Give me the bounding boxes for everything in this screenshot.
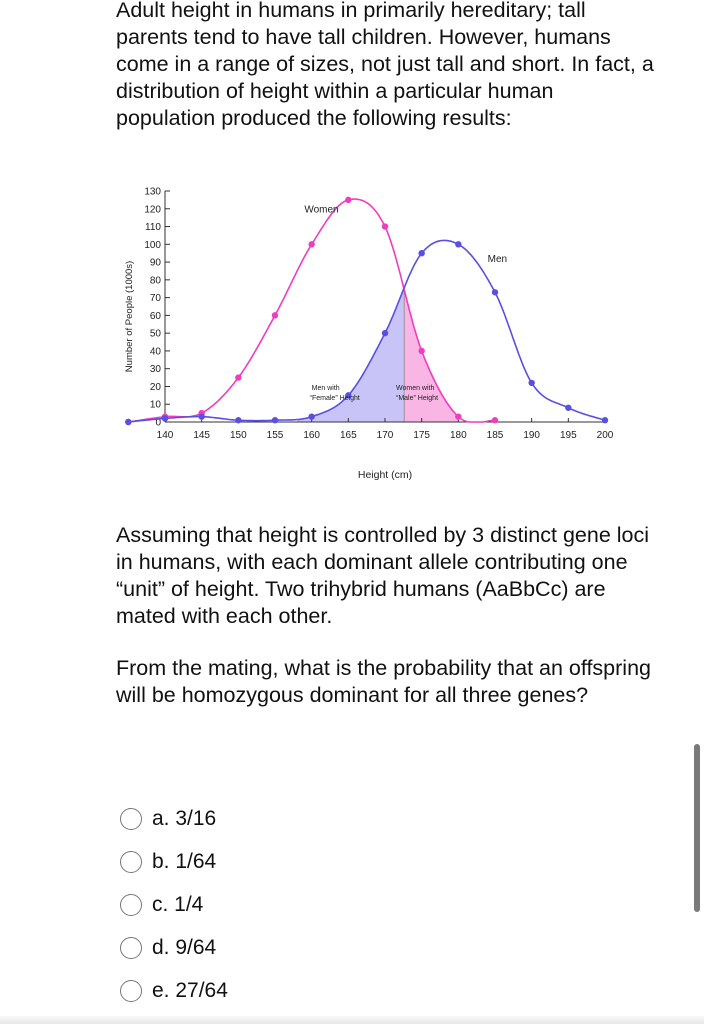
y-tick-label: 100 (144, 239, 161, 251)
x-tick-label: 140 (156, 430, 174, 441)
data-point-men (125, 419, 131, 425)
data-point-men (528, 380, 534, 386)
option-a[interactable] (120, 797, 228, 840)
y-tick-label: 40 (149, 346, 161, 358)
data-point-women (345, 197, 351, 203)
y-tick-label: 110 (145, 222, 161, 234)
annotation-men-with: Men with (311, 385, 340, 393)
x-tick-label: 170 (376, 430, 394, 441)
y-tick-label: 60 (149, 310, 161, 322)
data-point-men (492, 289, 498, 295)
data-point-men (602, 417, 608, 423)
y-tick-label: 50 (149, 328, 161, 340)
data-point-women (418, 348, 424, 354)
option-e[interactable] (120, 969, 228, 1012)
x-tick-label: 200 (596, 430, 614, 441)
y-tick-label: 130 (144, 186, 161, 198)
data-point-women (382, 223, 388, 229)
option-d-label: d. 9/64 (152, 935, 217, 959)
x-tick-label: 185 (486, 430, 504, 441)
option-a-label: a. 3/16 (152, 806, 217, 830)
option-b[interactable] (120, 840, 228, 883)
annotation-women-with: Women with (396, 385, 435, 393)
data-point-women (492, 417, 498, 423)
option-e-label: e. 27/64 (152, 978, 228, 1002)
data-point-men (455, 241, 461, 247)
x-tick-label: 165 (339, 430, 357, 441)
x-tick-label: 175 (413, 430, 431, 441)
shade-women-male-height (404, 290, 458, 422)
y-axis-label: Number of People (1000s) (124, 260, 135, 373)
data-point-men (565, 405, 571, 411)
y-tick-label: 30 (149, 364, 161, 376)
x-tick-label: 145 (193, 430, 211, 441)
scrollbar[interactable] (690, 0, 704, 1024)
y-tick-label: 70 (149, 293, 161, 305)
option-b-label: b. 1/64 (152, 849, 217, 873)
annotation-women: Women (304, 204, 339, 216)
data-point-women (308, 241, 314, 247)
annotation-men: Men (487, 254, 508, 266)
scrollbar-thumb[interactable] (694, 744, 700, 912)
annotation-male-height: “Male” Height (396, 395, 439, 403)
option-c[interactable] (120, 883, 228, 926)
radio-a[interactable] (120, 808, 142, 830)
x-axis-label: Height (cm) (357, 469, 413, 481)
data-point-men (198, 413, 204, 419)
question-prompt: From the mating, what is the probability that an offspring will be homozygous dominant for all three genes? (116, 656, 651, 707)
radio-c[interactable] (120, 894, 142, 916)
data-point-men (272, 417, 278, 423)
y-tick-label: 80 (149, 275, 161, 287)
y-tick-label: 10 (149, 399, 161, 411)
chart-svg (110, 178, 630, 488)
y-tick-label: 20 (149, 381, 161, 393)
question-assumption: Assuming that height is controlled by 3 distinct gene loci in humans, with each dominant allele contributing one “unit” of height. Two trihybrid humans (AaBbCc) are mated with each other. (116, 523, 650, 628)
data-point-men (162, 415, 168, 421)
radio-b[interactable] (120, 851, 142, 873)
x-tick-label: 180 (449, 430, 467, 441)
data-point-women (455, 413, 461, 419)
data-point-men (235, 417, 241, 423)
y-tick-label: 0 (155, 417, 161, 429)
radio-e[interactable] (120, 980, 142, 1002)
x-tick-label: 195 (559, 430, 577, 441)
data-point-women (235, 374, 241, 380)
x-tick-label: 155 (266, 430, 284, 441)
x-tick-label: 190 (523, 430, 541, 441)
data-point-men (418, 250, 424, 256)
option-d[interactable] (120, 926, 228, 969)
page-bottom-edge (0, 1016, 704, 1024)
y-tick-label: 120 (144, 204, 161, 216)
height-distribution-chart (110, 178, 630, 488)
data-point-men (308, 413, 314, 419)
x-tick-label: 150 (229, 430, 247, 441)
annotation-female-height: “Female” Height (309, 395, 360, 403)
question-intro: Adult height in humans in primarily hereditary; tall parents tend to have tall children. However, humans come in a range of sizes, not just tall and short. In fact, a distribution of height within a particular human population produced the following results: (116, 0, 654, 130)
data-point-men (382, 330, 388, 336)
data-point-women (272, 312, 278, 318)
x-tick-label: 160 (303, 430, 321, 441)
option-c-label: c. 1/4 (152, 892, 204, 916)
answer-options (120, 797, 228, 1012)
y-tick-label: 90 (149, 257, 161, 269)
radio-d[interactable] (120, 937, 142, 959)
